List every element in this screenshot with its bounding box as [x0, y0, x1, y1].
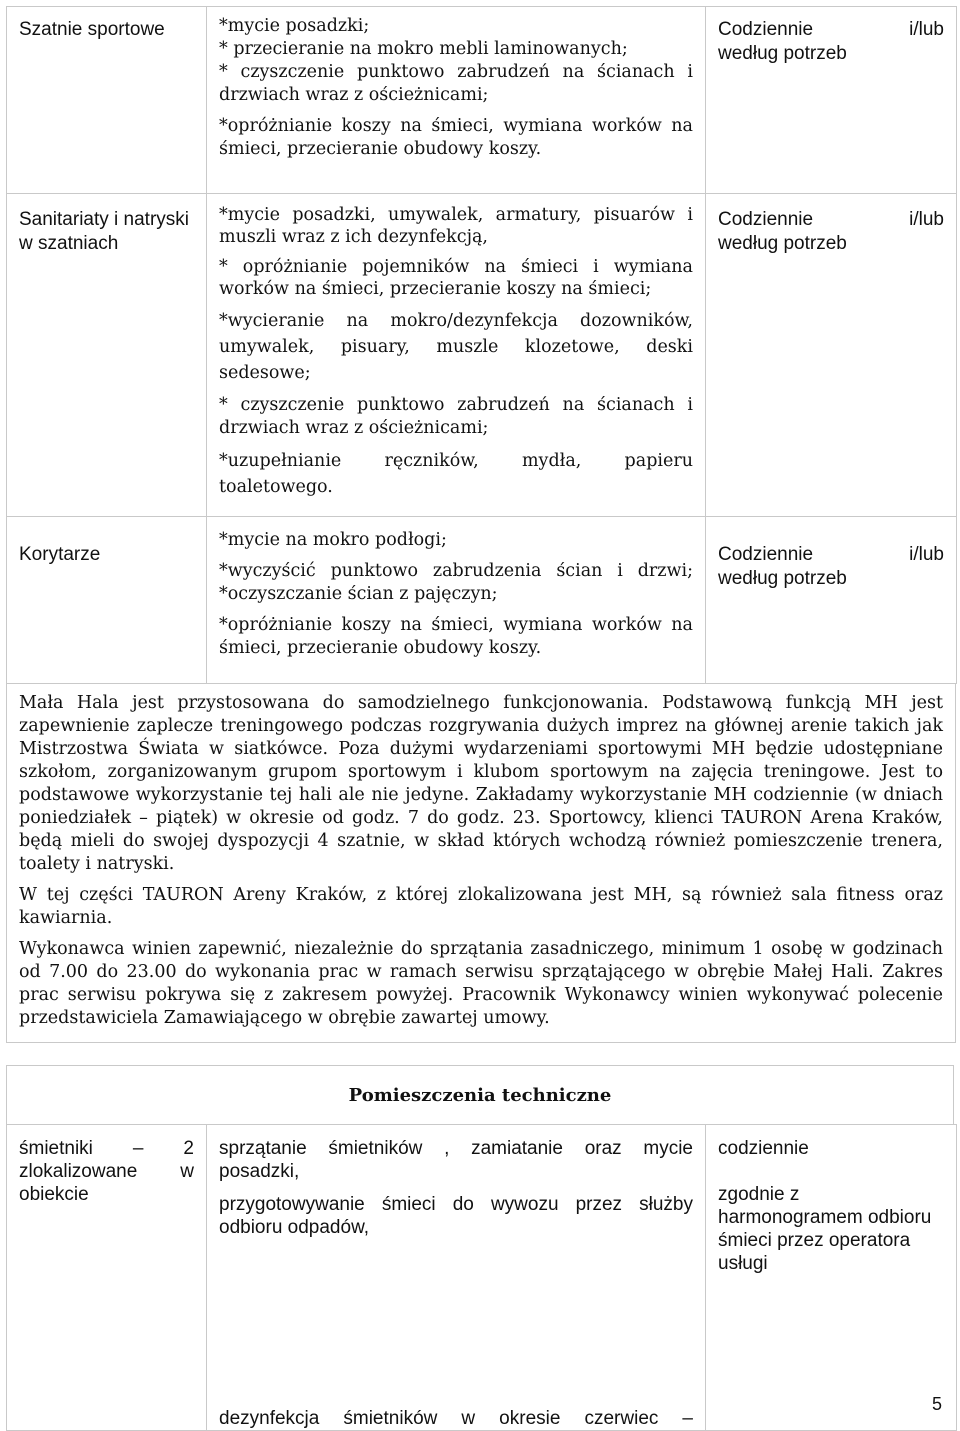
area-cell: Korytarze: [7, 517, 207, 684]
frequency-cell: [706, 517, 957, 684]
task-item: *mycie posadzki;: [219, 16, 370, 36]
description-box: [6, 684, 956, 1043]
task-item: *opróżnianie koszy na śmieci, wymiana worków na śmieci, przecieranie obudowy koszy.: [219, 615, 693, 658]
frequency-text: według potrzeb: [718, 43, 847, 64]
task-item: * przecieranie na mokro mebli laminowanych;: [219, 39, 628, 59]
frequency-cell: [706, 7, 957, 194]
frequency-text: i/lub: [909, 544, 944, 565]
task-item: * czyszczenie punktowo zabrudzeń na ścianach i drzwiach wraz z ościeżnicami;: [219, 395, 693, 438]
tasks-cell: [207, 517, 706, 684]
document-page: [6, 6, 954, 1431]
task-item: sprzątanie śmietników , zamiatanie oraz mycie posadzki,: [219, 1138, 693, 1182]
frequency-text: według potrzeb: [718, 233, 847, 254]
frequency-text: Codziennie: [718, 544, 814, 565]
technical-rooms-table: [6, 1124, 957, 1431]
section-title: Pomieszczenia techniczne: [6, 1065, 954, 1124]
description-paragraph: W tej części TAURON Areny Kraków, z której zlokalizowana jest MH, są również sala fitness oraz kawiarnia.: [19, 885, 943, 928]
table-row: [7, 1125, 957, 1431]
table-row: [7, 7, 957, 194]
table-row: [7, 517, 957, 684]
task-item: *wycieranie na mokro/dezynfekcja dozowników, umywalek, pisuary, muszle klozetowe, deski sedesowe;: [219, 311, 693, 383]
tasks-cell: [207, 1125, 706, 1431]
frequency-text: Codziennie: [718, 19, 814, 40]
cleaning-schedule-table: [6, 6, 957, 684]
frequency-text: zgodnie z harmonogramem odbioru śmieci przez operatora usługi: [718, 1184, 932, 1274]
task-item: *mycie posadzki, umywalek, armatury, pisuarów i muszli wraz z ich dezynfekcją,: [219, 205, 693, 247]
task-item: *wyczyścić punktowo zabrudzenia ścian i drzwi; *oczyszczanie ścian z pajęczyn;: [219, 561, 693, 604]
area-cell: [7, 1125, 207, 1431]
task-item: dezynfekcja śmietników w okresie czerwiec –: [219, 1408, 693, 1429]
description-paragraph: Wykonawca winien zapewnić, niezależnie do sprzątania zasadniczego, minimum 1 osobę w godzinach od 7.00 do 23.00 do wykonania prac w ramach serwisu sprzątającego w obrębie Małej Hali. Zakres prac serwisu pokrywa się z zakresem powyżej. Pracownik Wykonawcy winien wykonywać polecenie przedstawiciela Zamawiającego w obrębie zawartej umowy.: [19, 939, 943, 1028]
page-number: 5: [931, 1394, 942, 1414]
frequency-text: według potrzeb: [718, 568, 847, 589]
task-item: *mycie na mokro podłogi;: [219, 530, 447, 550]
area-cell: Sanitariaty i natryski w szatniach: [7, 194, 207, 517]
task-item: * czyszczenie punktowo zabrudzeń na ścianach i drzwiach wraz z ościeżnicami;: [219, 62, 693, 105]
frequency-text: i/lub: [909, 19, 944, 40]
area-text: śmietniki – 2 zlokalizowane w obiekcie: [19, 1138, 194, 1205]
frequency-cell: [706, 1125, 957, 1431]
tasks-cell: [207, 194, 706, 517]
task-item: *opróżnianie koszy na śmieci, wymiana worków na śmieci, przecieranie obudowy koszy.: [219, 116, 693, 159]
table-row: [7, 194, 957, 517]
frequency-text: codziennie: [718, 1138, 809, 1159]
description-paragraph: Mała Hala jest przystosowana do samodzielnego funkcjonowania. Podstawową funkcją MH jest zapewnienie zaplecze treningowego podczas rozgrywania dużych imprez na głównej arenie takich jak Mistrzostwa Świata w siatkówce. Poza dużymi wydarzeniami sportowymi MH będzie udostępniane szkołom, zorganizowanym grupom sportowym i klubom sportowym na zajęcia treningowe. Jest to podstawowe wykorzystanie tej hali ale nie jedyne. Zakładamy wykorzystanie MH codziennie (w dniach poniedziałek – piątek) w okresie od godz. 7 do godz. 23. Sportowcy, klienci TAURON Arena Kraków, będą mieli do swojej dyspozycji 4 szatnie, w skład których wchodzą również pomieszczenie trenera, toalety i natryski.: [19, 693, 943, 874]
area-cell: Szatnie sportowe: [7, 7, 207, 194]
task-item: *uzupełnianie ręczników, mydła, papieru toaletowego.: [219, 451, 693, 497]
tasks-cell: [207, 7, 706, 194]
task-item: przygotowywanie śmieci do wywozu przez służby odbioru odpadów,: [219, 1194, 693, 1238]
frequency-text: i/lub: [909, 209, 944, 230]
task-item: * opróżnianie pojemników na śmieci i wymiana worków na śmieci, przecieranie koszy na śmieci;: [219, 257, 693, 299]
frequency-cell: [706, 194, 957, 517]
frequency-text: Codziennie: [718, 209, 814, 230]
